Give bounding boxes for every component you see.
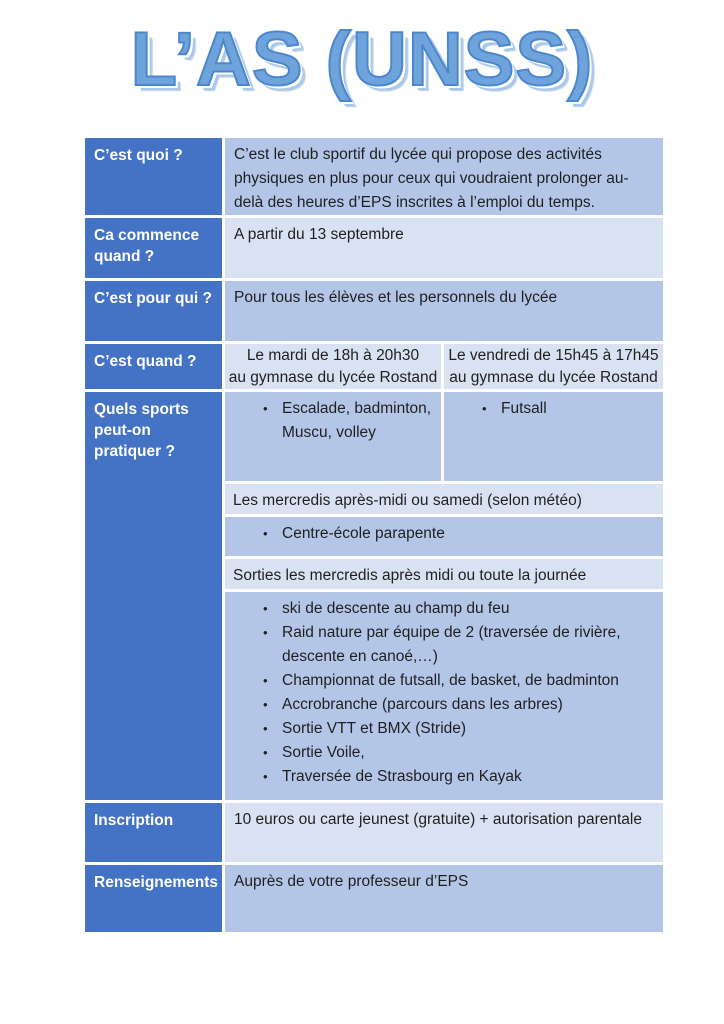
row-value-info: Auprès de votre professeur d’EPS [225,865,663,932]
list-item [234,597,654,621]
list-item-text: Centre-école parapente [282,525,445,542]
row-label-who: C’est pour qui ? [85,281,222,341]
list-item-text: Accrobranche (parcours dans les arbres) [282,696,563,713]
sports-outings-list [225,592,663,800]
row-label-schedule: C’est quand ? [85,344,222,389]
list-item-text: ski de descente au champ du feu [282,600,510,617]
schedule-friday [444,344,663,389]
bullet-icon: • [482,401,487,416]
row-value-what: C’est le club sportif du lycée qui propose des activités physiques en plus pour ceux qui voudraient prolonger au-delà des heures d’EPS inscrites à l’emploi du temps. [225,138,663,215]
row-value-start: A partir du 13 septembre [225,218,663,278]
list-item-text: Sortie Voile, [282,744,365,761]
bullet-icon: • [263,401,268,416]
list-item [234,397,432,445]
bullet-icon: • [263,625,268,640]
schedule-tuesday [225,344,441,389]
bullet-icon: • [263,526,268,541]
list-item [234,765,654,789]
schedule-tuesday-line2: au gymnase du lycée Rostand [228,369,438,386]
list-item-text: Futsall [501,400,547,417]
row-label-start: Ca commence quand ? [85,218,222,278]
sports-friday-list [444,392,663,481]
list-item [453,397,654,421]
bullet-icon: • [263,601,268,616]
sports-wednesday-header: Les mercredis après-midi ou samedi (selon météo) [225,484,663,514]
bullet-icon: • [263,697,268,712]
sports-tuesday-list [225,392,441,481]
info-table [85,138,663,932]
sports-outings-header: Sorties les mercredis après midi ou toute la journée [225,559,663,589]
schedule-friday-line1: Le vendredi de 15h45 à 17h45 [448,347,659,364]
schedule-tuesday-line1: Le mardi de 18h à 20h30 [246,347,420,364]
list-item [234,522,654,546]
list-item [234,741,654,765]
list-item-text: Raid nature par équipe de 2 (traversée de rivière, descente en canoé,…) [282,624,621,665]
list-item [234,693,654,717]
row-label-what: C’est quoi ? [85,138,222,215]
sports-wednesday-list [225,517,663,556]
schedule-friday-line2: au gymnase du lycée Rostand [449,369,658,386]
bullet-icon: • [263,745,268,760]
list-item [234,669,654,693]
list-item [234,717,654,741]
bullet-icon: • [263,721,268,736]
bullet-icon: • [263,673,268,688]
row-label-fee: Inscription [85,803,222,862]
list-item-text: Escalade, badminton, Muscu, volley [282,400,432,441]
bullet-icon: • [263,769,268,784]
row-value-who: Pour tous les élèves et les personnels du lycée [225,281,663,341]
list-item-text: Traversée de Strasbourg en Kayak [282,768,522,785]
list-item-text: Championnat de futsall, de basket, de badminton [282,672,619,689]
row-value-fee: 10 euros ou carte jeunest (gratuite) + autorisation parentale [225,803,663,862]
row-label-info: Renseignements [85,865,222,932]
document-title: L’AS (UNSS) [130,17,594,102]
row-label-sports: Quels sports peut-on pratiquer ? [85,392,222,800]
list-item [234,621,654,669]
list-item-text: Sortie VTT et BMX (Stride) [282,720,467,737]
